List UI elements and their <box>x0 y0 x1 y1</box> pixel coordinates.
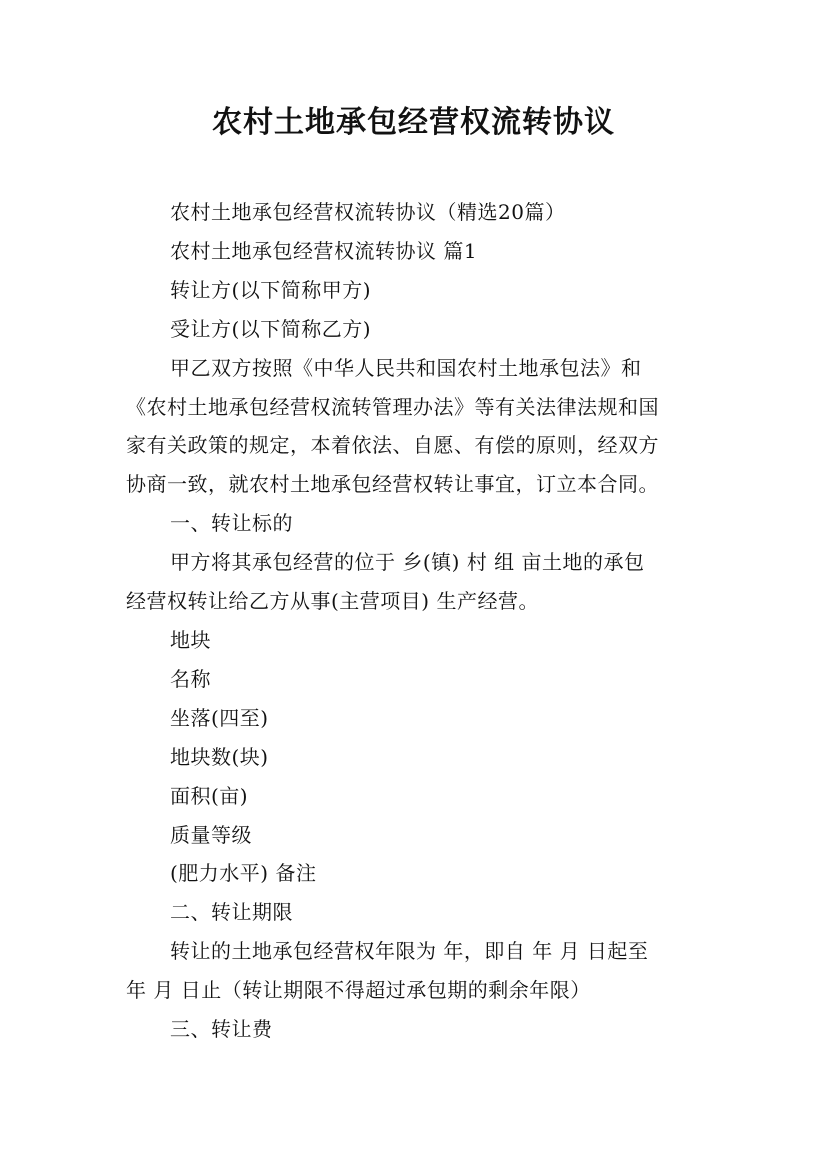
body-line-5: 甲乙双方按照《中华人民共和国农村土地承包法》和 <box>170 355 642 380</box>
body-line-4: 受让方(以下简称乙方) <box>170 316 372 341</box>
body-line-12: 地块 <box>170 627 211 652</box>
body-line-1: 农村土地承包经营权流转协议（精选20篇） <box>170 200 566 224</box>
body-line-14: 坐落(四至) <box>170 705 269 730</box>
body-line-19: 二、转让期限 <box>170 900 293 925</box>
body-line-7: 家有关政策的规定，本着依法、自愿、有偿的原则，经双方 <box>126 433 659 458</box>
document-title: 农村土地承包经营权流转协议 <box>212 105 615 140</box>
body-line-11: 经营权转让给乙方从事(主营项目) 生产经营。 <box>126 589 539 614</box>
body-line-3: 转让方(以下简称甲方) <box>170 277 372 302</box>
body-line-10: 甲方将其承包经营的位于 乡(镇) 村 组 亩土地的承包 <box>170 550 645 575</box>
body-line-2: 农村土地承包经营权流转协议 篇1 <box>170 238 478 263</box>
document-body <box>126 193 706 1049</box>
body-line-8: 协商一致，就农村土地承包经营权转让事宜，订立本合同。 <box>126 472 659 497</box>
body-line-17: 质量等级 <box>170 822 252 847</box>
body-line-18: (肥力水平) 备注 <box>170 861 317 886</box>
body-line-9: 一、转让标的 <box>170 511 293 536</box>
body-line-22: 三、转让费 <box>170 1017 273 1042</box>
body-line-21: 年 月 日止（转让期限不得超过承包期的剩余年限） <box>126 978 591 1003</box>
body-line-6: 《农村土地承包经营权流转管理办法》等有关法律法规和国 <box>126 394 659 419</box>
body-line-13: 名称 <box>170 666 211 691</box>
body-line-16: 面积(亩) <box>170 783 249 808</box>
body-line-20: 转让的土地承包经营权年限为 年，即自 年 月 日起至 <box>170 939 649 964</box>
body-line-15: 地块数(块) <box>170 744 269 769</box>
